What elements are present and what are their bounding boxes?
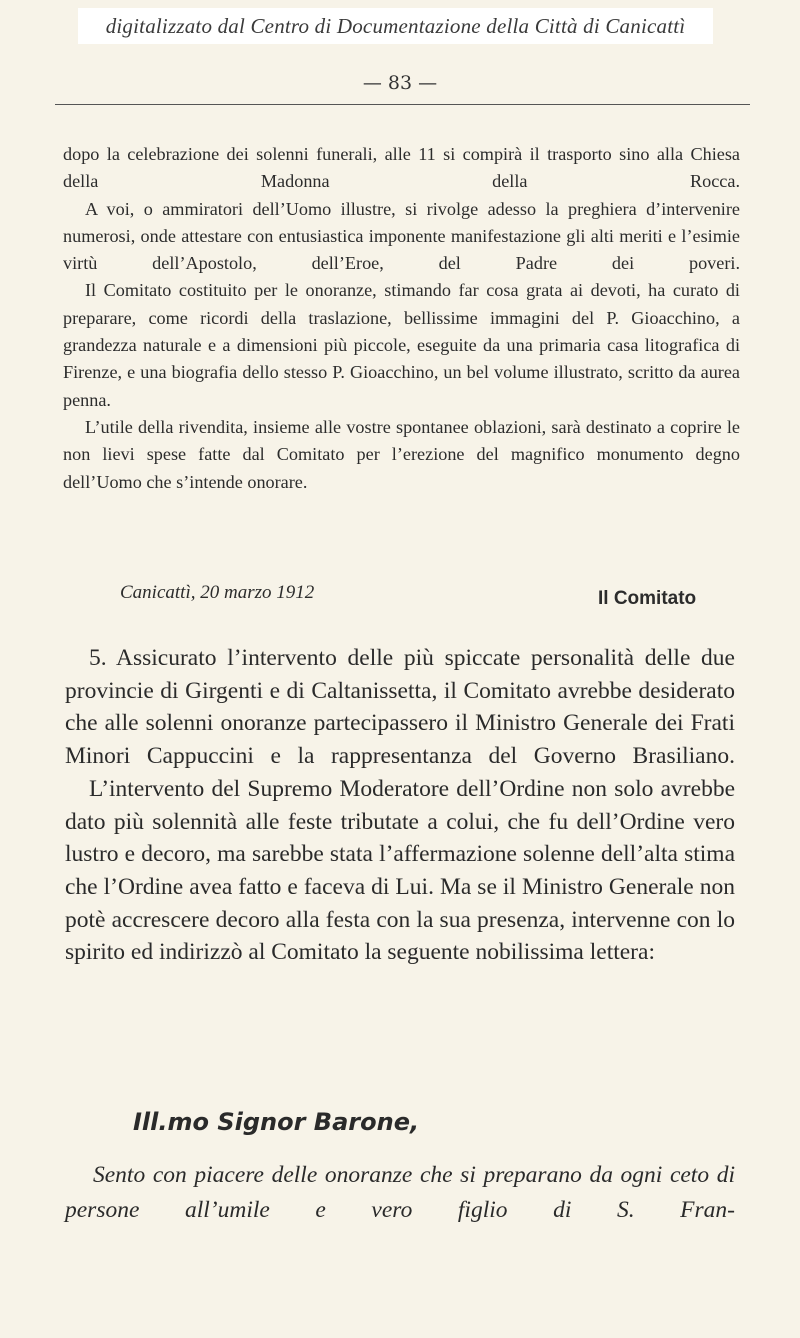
body-paragraph: 5. Assicurato l’intervento delle più spiccate personalità delle due provincie di Girgenti e di Caltanissetta, il Comitato avrebbe desiderato che alle solenni onoranze partecipassero il Ministro Generale dei Frati Minori Cappuccini e la rappresentanza del Governo Brasiliano. <box>65 645 735 770</box>
letter-text <box>65 1158 735 1228</box>
body-paragraph: L’intervento del Supremo Moderatore dell’Ordine non solo avrebbe dato più solennità alle feste tributate a colui, che fu dell’Ordine vero lustro e decoro, ma sarebbe stata l’affermazione solenne dell’alta stima che l’Ordine avea fatto e faceva di Lui. Ma se il Ministro Generale non potè accrescere decoro alla festa con la sua presenza, intervenne con lo spirito ed indirizzò al Comitato la seguente nobilissima lettera: <box>65 775 735 966</box>
notice-paragraph: A voi, o ammiratori dell’Uomo illustre, si rivolge adesso la preghiera d’intervenire numerosi, onde attestare con entusiastica imponente manifestazione gli alti meriti e l’esimie virtù dell’Apostolo, dell’Eroe, del Padre dei poveri. <box>63 198 740 274</box>
letter-salutation: Ill.mo Signor Barone, <box>133 1108 420 1136</box>
notice-paragraph: dopo la celebrazione dei solenni funerali, alle 11 si compirà il trasporto sino alla Chiesa della Madonna della Rocca. <box>63 144 740 192</box>
watermark-banner: digitalizzato dal Centro di Documentazione della Città di Canicattì <box>78 8 713 44</box>
body-text <box>65 642 735 969</box>
signature: Il Comitato <box>598 588 697 609</box>
notice-paragraph: Il Comitato costituito per le onoranze, stimando far cosa grata ai devoti, ha curato di preparare, come ricordi della traslazione, bellissime immagini del P. Gioacchino, a grandezza naturale e a dimensioni più piccole, eseguite da una primaria casa litografica di Firenze, e una biografia dello stesso P. Gioacchino, un bel volume illustrato, scritto da aurea penna. <box>63 280 740 410</box>
place-date: Canicattì, 20 marzo 1912 <box>120 582 315 603</box>
letter-paragraph: Sento con piacere delle onoranze che si preparano da ogni ceto di persone all’umile e vero figlio di S. Fran- <box>65 1162 735 1223</box>
notice-text <box>63 141 740 496</box>
notice-signature-line <box>120 582 740 612</box>
notice-paragraph: L’utile della rivendita, insieme alle vostre spontanee oblazioni, sarà destinato a coprire le non lievi spese fatte dal Comitato per l’erezione del magnifico monumento degno dell’Uomo che s’intende onorare. <box>63 416 740 492</box>
page-number: — 83 — <box>362 72 438 94</box>
header-rule <box>55 104 750 105</box>
